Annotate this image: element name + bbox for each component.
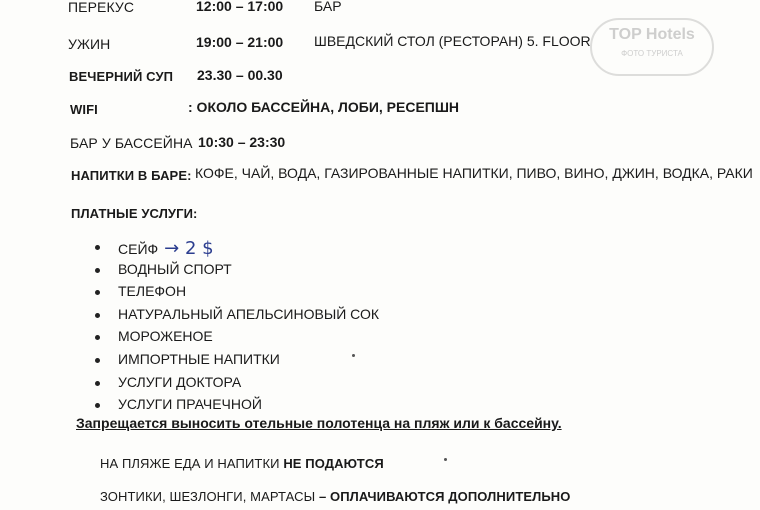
list-item: НАТУРАЛЬНЫЙ АПЕЛЬСИНОВЫЙ СОК	[92, 306, 379, 329]
drinks-value: КОФЕ, ЧАЙ, ВОДА, ГАЗИРОВАННЫЕ НАПИТКИ, ПИВО, ВИНО, ДЖИН, ВОДКА, РАКИ	[195, 165, 753, 181]
wifi-value: : ОКОЛО БАССЕЙНА, ЛОБИ, РЕСЕПШН	[188, 99, 460, 115]
list-item: ИМПОРТНЫЕ НАПИТКИ	[92, 351, 379, 374]
list-item: МОРОЖЕНОЕ	[92, 328, 379, 351]
list-item: ТЕЛЕФОН	[92, 283, 379, 306]
wifi-label: WIFI	[70, 102, 98, 117]
list-item: ВОДНЫЙ СПОРТ	[92, 261, 379, 284]
watermark-brand: TOP Hotels	[609, 26, 695, 43]
drinks-label: НАПИТКИ В БАРЕ:	[71, 168, 192, 183]
dinner-label: УЖИН	[68, 36, 111, 52]
speck	[444, 458, 447, 461]
speck	[352, 354, 355, 357]
pool-bar-label: БАР У БАССЕЙНА	[70, 135, 193, 151]
night-soup-label: ВЕЧЕРНИЙ СУП	[69, 69, 174, 84]
paid-services-title: ПЛАТНЫЕ УСЛУГИ:	[71, 206, 198, 221]
dinner-place: ШВЕДСКИЙ СТОЛ (РЕСТОРАН) 5. FLOOR	[314, 33, 591, 49]
watermark-sub: ФОТО ТУРИСТА	[621, 49, 683, 58]
handwritten-price-note: → 2 $	[164, 238, 214, 259]
dinner-time: 19:00 – 21:00	[196, 34, 284, 50]
list-item: СЕЙФ → 2 $	[92, 238, 379, 261]
list-item: УСЛУГИ ДОКТОРА	[92, 374, 379, 397]
snack-place: БАР	[314, 0, 342, 14]
paid-services-list	[92, 238, 379, 419]
umbrella-note: ЗОНТИКИ, ШЕЗЛОНГИ, МАРТАСЫ – ОПЛАЧИВАЮТСЯ ДОПОЛНИТЕЛЬНО	[100, 489, 571, 504]
snack-time: 12:00 – 17:00	[196, 0, 284, 14]
pool-bar-time: 10:30 – 23:30	[198, 134, 286, 150]
tophotels-watermark	[590, 18, 714, 76]
snack-label: ПЕРЕКУС	[68, 0, 135, 15]
night-soup-time: 23.30 – 00.30	[197, 67, 283, 83]
beach-note: НА ПЛЯЖЕ ЕДА И НАПИТКИ НЕ ПОДАЮТСЯ	[100, 456, 384, 471]
towel-warning: Запрещается выносить отельные полотенца на пляж или к бассейну.	[76, 415, 562, 431]
list-item: УСЛУГИ ПРАЧЕЧНОЙ	[92, 396, 379, 419]
